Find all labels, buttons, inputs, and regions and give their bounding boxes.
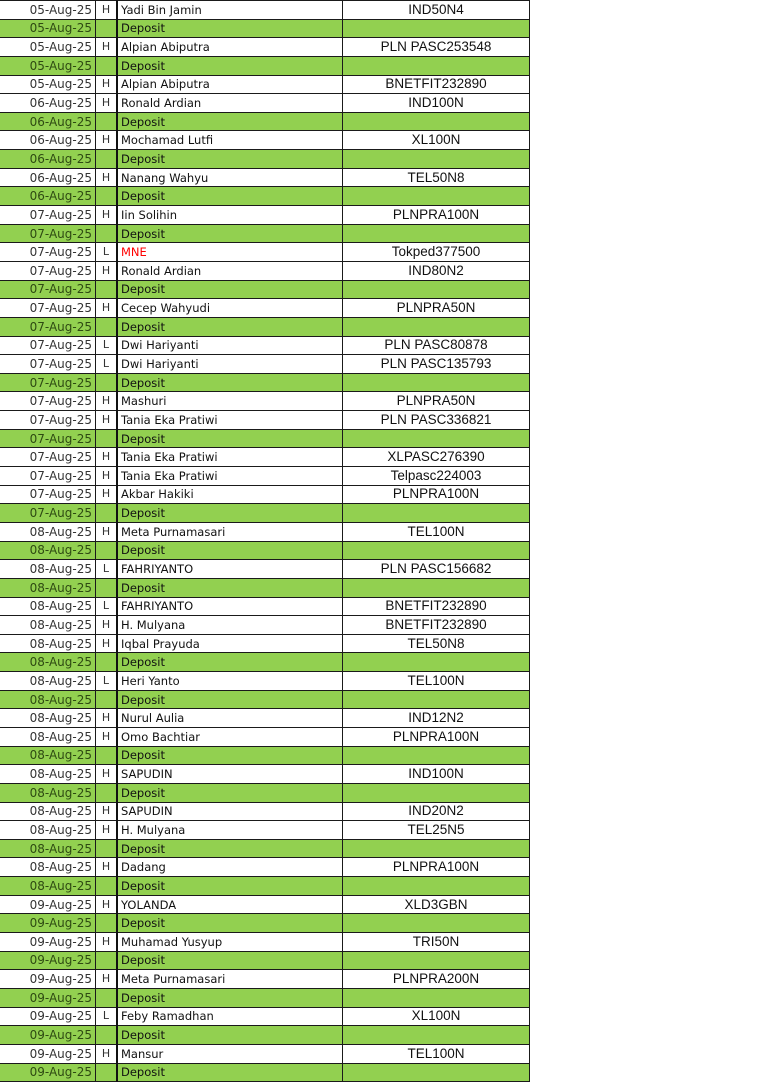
- type-cell[interactable]: L: [96, 336, 118, 355]
- type-cell[interactable]: [96, 877, 118, 896]
- type-cell[interactable]: L: [96, 560, 118, 579]
- name-cell[interactable]: Akbar Hakiki: [117, 485, 343, 504]
- code-cell[interactable]: PLNPRA100N: [343, 206, 530, 225]
- date-cell[interactable]: 08-Aug-25: [0, 727, 96, 746]
- date-cell[interactable]: 07-Aug-25: [0, 224, 96, 243]
- name-cell[interactable]: Deposit: [117, 541, 343, 560]
- deposit-row: [0, 1063, 530, 1082]
- deposit-row: [0, 578, 530, 597]
- type-cell[interactable]: H: [96, 206, 118, 225]
- transaction-row: [0, 970, 530, 989]
- deposit-row: [0, 877, 530, 896]
- date-cell[interactable]: 07-Aug-25: [0, 411, 96, 430]
- date-cell[interactable]: 07-Aug-25: [0, 504, 96, 523]
- code-cell[interactable]: [343, 1063, 530, 1082]
- transaction-row: [0, 467, 530, 486]
- transaction-row: [0, 933, 530, 952]
- name-cell[interactable]: Meta Purnamasari: [117, 522, 343, 541]
- type-cell[interactable]: H: [96, 616, 118, 635]
- code-cell[interactable]: PLNPRA100N: [343, 727, 530, 746]
- name-cell[interactable]: Ronald Ardian: [117, 94, 343, 113]
- code-cell[interactable]: IND12N2: [343, 709, 530, 728]
- deposit-row: [0, 653, 530, 672]
- type-cell[interactable]: H: [96, 261, 118, 280]
- type-cell[interactable]: H: [96, 1, 118, 20]
- date-cell[interactable]: 09-Aug-25: [0, 988, 96, 1007]
- deposit-row: [0, 150, 530, 169]
- type-cell[interactable]: H: [96, 448, 118, 467]
- date-cell[interactable]: 08-Aug-25: [0, 877, 96, 896]
- code-cell[interactable]: PLN PASC80878: [343, 336, 530, 355]
- type-cell[interactable]: [96, 224, 118, 243]
- transaction-row: [0, 392, 530, 411]
- code-cell[interactable]: [343, 988, 530, 1007]
- date-cell[interactable]: 05-Aug-25: [0, 1, 96, 20]
- type-cell[interactable]: [96, 914, 118, 933]
- code-cell[interactable]: TEL100N: [343, 672, 530, 691]
- name-cell[interactable]: Omo Bachtiar: [117, 727, 343, 746]
- code-cell[interactable]: [343, 914, 530, 933]
- name-cell[interactable]: Ronald Ardian: [117, 261, 343, 280]
- date-cell[interactable]: 07-Aug-25: [0, 485, 96, 504]
- type-cell[interactable]: H: [96, 765, 118, 784]
- name-cell[interactable]: Cecep Wahyudi: [117, 299, 343, 318]
- date-cell[interactable]: 07-Aug-25: [0, 355, 96, 374]
- code-cell[interactable]: [343, 951, 530, 970]
- code-cell[interactable]: BNETFIT232890: [343, 616, 530, 635]
- code-cell[interactable]: [343, 1026, 530, 1045]
- date-cell[interactable]: 07-Aug-25: [0, 299, 96, 318]
- deposit-row: [0, 783, 530, 802]
- deposit-row: [0, 429, 530, 448]
- type-cell[interactable]: [96, 541, 118, 560]
- name-cell[interactable]: Deposit: [117, 280, 343, 299]
- transaction-row: [0, 895, 530, 914]
- date-cell[interactable]: 09-Aug-25: [0, 1007, 96, 1026]
- transaction-row: [0, 858, 530, 877]
- name-cell[interactable]: Deposit: [117, 746, 343, 765]
- name-cell[interactable]: Deposit: [117, 988, 343, 1007]
- date-cell[interactable]: 07-Aug-25: [0, 206, 96, 225]
- code-cell[interactable]: PLN PASC135793: [343, 355, 530, 374]
- name-cell[interactable]: Mochamad Lutfi: [117, 131, 343, 150]
- name-cell[interactable]: SAPUDIN: [117, 802, 343, 821]
- date-cell[interactable]: 06-Aug-25: [0, 94, 96, 113]
- name-cell[interactable]: H. Mulyana: [117, 821, 343, 840]
- code-cell[interactable]: [343, 224, 530, 243]
- name-cell[interactable]: Yadi Bin Jamin: [117, 1, 343, 20]
- date-cell[interactable]: 06-Aug-25: [0, 112, 96, 131]
- date-cell[interactable]: 07-Aug-25: [0, 448, 96, 467]
- type-cell[interactable]: H: [96, 895, 118, 914]
- code-cell[interactable]: TEL50N8: [343, 634, 530, 653]
- name-cell[interactable]: Meta Purnamasari: [117, 970, 343, 989]
- date-cell[interactable]: 07-Aug-25: [0, 243, 96, 262]
- deposit-row: [0, 541, 530, 560]
- transaction-row: [0, 206, 530, 225]
- transaction-row: [0, 560, 530, 579]
- name-cell[interactable]: Mansur: [117, 1044, 343, 1063]
- code-cell[interactable]: TEL100N: [343, 1044, 530, 1063]
- code-cell[interactable]: PLNPRA100N: [343, 485, 530, 504]
- date-cell[interactable]: 08-Aug-25: [0, 597, 96, 616]
- date-cell[interactable]: 07-Aug-25: [0, 280, 96, 299]
- name-cell[interactable]: Deposit: [117, 578, 343, 597]
- transaction-row: [0, 1044, 530, 1063]
- type-cell[interactable]: H: [96, 467, 118, 486]
- deposit-row: [0, 951, 530, 970]
- type-cell[interactable]: [96, 19, 118, 38]
- type-cell[interactable]: L: [96, 1007, 118, 1026]
- date-cell[interactable]: 08-Aug-25: [0, 746, 96, 765]
- transaction-row: [0, 616, 530, 635]
- code-cell[interactable]: PLN PASC336821: [343, 411, 530, 430]
- deposit-row: [0, 280, 530, 299]
- code-cell[interactable]: [343, 783, 530, 802]
- date-cell[interactable]: 08-Aug-25: [0, 672, 96, 691]
- transaction-row: [0, 168, 530, 187]
- date-cell[interactable]: 08-Aug-25: [0, 802, 96, 821]
- name-cell[interactable]: Deposit: [117, 783, 343, 802]
- type-cell[interactable]: [96, 317, 118, 336]
- transaction-rows: [0, 1, 530, 1082]
- type-cell[interactable]: [96, 839, 118, 858]
- name-cell[interactable]: Iqbal Prayuda: [117, 634, 343, 653]
- code-cell[interactable]: XLD3GBN: [343, 895, 530, 914]
- name-cell[interactable]: FAHRIYANTO: [117, 597, 343, 616]
- type-cell[interactable]: H: [96, 821, 118, 840]
- type-cell[interactable]: [96, 429, 118, 448]
- type-cell[interactable]: L: [96, 672, 118, 691]
- date-cell[interactable]: 05-Aug-25: [0, 56, 96, 75]
- type-cell[interactable]: H: [96, 392, 118, 411]
- date-cell[interactable]: 08-Aug-25: [0, 765, 96, 784]
- code-cell[interactable]: [343, 56, 530, 75]
- code-cell[interactable]: TEL100N: [343, 522, 530, 541]
- type-cell[interactable]: H: [96, 168, 118, 187]
- code-cell[interactable]: [343, 541, 530, 560]
- date-cell[interactable]: 08-Aug-25: [0, 839, 96, 858]
- transaction-row: [0, 355, 530, 374]
- code-cell[interactable]: [343, 280, 530, 299]
- code-cell[interactable]: [343, 150, 530, 169]
- date-cell[interactable]: 08-Aug-25: [0, 858, 96, 877]
- code-cell[interactable]: PLN PASC253548: [343, 38, 530, 57]
- name-cell[interactable]: Deposit: [117, 150, 343, 169]
- date-cell[interactable]: 08-Aug-25: [0, 616, 96, 635]
- date-cell[interactable]: 07-Aug-25: [0, 373, 96, 392]
- transaction-row: [0, 672, 530, 691]
- date-cell[interactable]: 06-Aug-25: [0, 168, 96, 187]
- code-cell[interactable]: TEL25N5: [343, 821, 530, 840]
- transaction-row: [0, 336, 530, 355]
- name-cell[interactable]: Deposit: [117, 56, 343, 75]
- date-cell[interactable]: 08-Aug-25: [0, 709, 96, 728]
- date-cell[interactable]: 08-Aug-25: [0, 634, 96, 653]
- transaction-row: [0, 709, 530, 728]
- name-cell[interactable]: Mashuri: [117, 392, 343, 411]
- code-cell[interactable]: PLN PASC156682: [343, 560, 530, 579]
- date-cell[interactable]: 06-Aug-25: [0, 131, 96, 150]
- name-cell[interactable]: Dwi Hariyanti: [117, 355, 343, 374]
- transaction-row: [0, 634, 530, 653]
- date-cell[interactable]: 08-Aug-25: [0, 653, 96, 672]
- date-cell[interactable]: 08-Aug-25: [0, 783, 96, 802]
- type-cell[interactable]: L: [96, 355, 118, 374]
- code-cell[interactable]: Telpasc224003: [343, 467, 530, 486]
- name-cell[interactable]: Deposit: [117, 112, 343, 131]
- date-cell[interactable]: 07-Aug-25: [0, 336, 96, 355]
- name-cell[interactable]: Deposit: [117, 914, 343, 933]
- transaction-row: [0, 131, 530, 150]
- deposit-row: [0, 56, 530, 75]
- date-cell[interactable]: 07-Aug-25: [0, 317, 96, 336]
- type-cell[interactable]: H: [96, 94, 118, 113]
- type-cell[interactable]: [96, 578, 118, 597]
- date-cell[interactable]: 09-Aug-25: [0, 951, 96, 970]
- deposit-row: [0, 19, 530, 38]
- code-cell[interactable]: XL100N: [343, 1007, 530, 1026]
- transaction-row: [0, 448, 530, 467]
- date-cell[interactable]: 09-Aug-25: [0, 970, 96, 989]
- date-cell[interactable]: 06-Aug-25: [0, 150, 96, 169]
- code-cell[interactable]: PLNPRA200N: [343, 970, 530, 989]
- code-cell[interactable]: IND20N2: [343, 802, 530, 821]
- date-cell[interactable]: 08-Aug-25: [0, 821, 96, 840]
- type-cell[interactable]: [96, 988, 118, 1007]
- code-cell[interactable]: [343, 429, 530, 448]
- transaction-row: [0, 765, 530, 784]
- name-cell[interactable]: MNE: [117, 243, 343, 262]
- type-cell[interactable]: H: [96, 485, 118, 504]
- code-cell[interactable]: [343, 504, 530, 523]
- name-cell[interactable]: Deposit: [117, 317, 343, 336]
- deposit-row: [0, 839, 530, 858]
- transaction-row: [0, 727, 530, 746]
- type-cell[interactable]: L: [96, 243, 118, 262]
- type-cell[interactable]: H: [96, 38, 118, 57]
- name-cell[interactable]: Tania Eka Pratiwi: [117, 448, 343, 467]
- type-cell[interactable]: [96, 56, 118, 75]
- deposit-row: [0, 746, 530, 765]
- name-cell[interactable]: Deposit: [117, 1026, 343, 1045]
- code-cell[interactable]: PLNPRA50N: [343, 392, 530, 411]
- type-cell[interactable]: H: [96, 75, 118, 94]
- code-cell[interactable]: TEL50N8: [343, 168, 530, 187]
- deposit-row: [0, 317, 530, 336]
- code-cell[interactable]: [343, 317, 530, 336]
- code-cell[interactable]: [343, 187, 530, 206]
- name-cell[interactable]: Deposit: [117, 373, 343, 392]
- code-cell[interactable]: PLNPRA50N: [343, 299, 530, 318]
- type-cell[interactable]: H: [96, 411, 118, 430]
- date-cell[interactable]: 08-Aug-25: [0, 541, 96, 560]
- name-cell[interactable]: Dwi Hariyanti: [117, 336, 343, 355]
- transaction-row: [0, 802, 530, 821]
- code-cell[interactable]: [343, 877, 530, 896]
- code-cell[interactable]: IND50N4: [343, 1, 530, 20]
- type-cell[interactable]: H: [96, 858, 118, 877]
- name-cell[interactable]: Deposit: [117, 951, 343, 970]
- transaction-row: [0, 261, 530, 280]
- transaction-row: [0, 75, 530, 94]
- type-cell[interactable]: H: [96, 131, 118, 150]
- date-cell[interactable]: 08-Aug-25: [0, 690, 96, 709]
- type-cell[interactable]: H: [96, 970, 118, 989]
- date-cell[interactable]: 07-Aug-25: [0, 261, 96, 280]
- code-cell[interactable]: IND100N: [343, 94, 530, 113]
- code-cell[interactable]: IND80N2: [343, 261, 530, 280]
- name-cell[interactable]: Deposit: [117, 690, 343, 709]
- name-cell[interactable]: FAHRIYANTO: [117, 560, 343, 579]
- date-cell[interactable]: 08-Aug-25: [0, 560, 96, 579]
- date-cell[interactable]: 05-Aug-25: [0, 19, 96, 38]
- code-cell[interactable]: [343, 746, 530, 765]
- date-cell[interactable]: 09-Aug-25: [0, 1044, 96, 1063]
- type-cell[interactable]: H: [96, 802, 118, 821]
- type-cell[interactable]: L: [96, 597, 118, 616]
- date-cell[interactable]: 07-Aug-25: [0, 429, 96, 448]
- name-cell[interactable]: Muhamad Yusyup: [117, 933, 343, 952]
- type-cell[interactable]: H: [96, 727, 118, 746]
- type-cell[interactable]: H: [96, 634, 118, 653]
- name-cell[interactable]: Heri Yanto: [117, 672, 343, 691]
- name-cell[interactable]: Deposit: [117, 187, 343, 206]
- type-cell[interactable]: [96, 746, 118, 765]
- deposit-row: [0, 988, 530, 1007]
- type-cell[interactable]: [96, 951, 118, 970]
- name-cell[interactable]: Nanang Wahyu: [117, 168, 343, 187]
- type-cell[interactable]: [96, 1063, 118, 1082]
- type-cell[interactable]: [96, 653, 118, 672]
- deposit-row: [0, 1026, 530, 1045]
- type-cell[interactable]: H: [96, 709, 118, 728]
- transaction-row: [0, 1, 530, 20]
- name-cell[interactable]: Alpian Abiputra: [117, 75, 343, 94]
- deposit-row: [0, 187, 530, 206]
- name-cell[interactable]: Feby Ramadhan: [117, 1007, 343, 1026]
- date-cell[interactable]: 09-Aug-25: [0, 1063, 96, 1082]
- deposit-row: [0, 504, 530, 523]
- date-cell[interactable]: 08-Aug-25: [0, 578, 96, 597]
- type-cell[interactable]: [96, 1026, 118, 1045]
- name-cell[interactable]: Deposit: [117, 877, 343, 896]
- code-cell[interactable]: PLNPRA100N: [343, 858, 530, 877]
- name-cell[interactable]: Dadang: [117, 858, 343, 877]
- transaction-row: [0, 94, 530, 113]
- transaction-row: [0, 597, 530, 616]
- code-cell[interactable]: Tokped377500: [343, 243, 530, 262]
- name-cell[interactable]: Deposit: [117, 653, 343, 672]
- name-cell[interactable]: Nurul Aulia: [117, 709, 343, 728]
- name-cell[interactable]: Alpian Abiputra: [117, 38, 343, 57]
- date-cell[interactable]: 07-Aug-25: [0, 467, 96, 486]
- name-cell[interactable]: H. Mulyana: [117, 616, 343, 635]
- date-cell[interactable]: 08-Aug-25: [0, 522, 96, 541]
- type-cell[interactable]: [96, 504, 118, 523]
- code-cell[interactable]: BNETFIT232890: [343, 597, 530, 616]
- date-cell[interactable]: 09-Aug-25: [0, 1026, 96, 1045]
- date-cell[interactable]: 05-Aug-25: [0, 38, 96, 57]
- date-cell[interactable]: 09-Aug-25: [0, 914, 96, 933]
- code-cell[interactable]: [343, 653, 530, 672]
- transaction-row: [0, 299, 530, 318]
- code-cell[interactable]: XL100N: [343, 131, 530, 150]
- code-cell[interactable]: XLPASC276390: [343, 448, 530, 467]
- type-cell[interactable]: H: [96, 933, 118, 952]
- name-cell[interactable]: SAPUDIN: [117, 765, 343, 784]
- name-cell[interactable]: YOLANDA: [117, 895, 343, 914]
- deposit-row: [0, 373, 530, 392]
- name-cell[interactable]: Deposit: [117, 224, 343, 243]
- date-cell[interactable]: 06-Aug-25: [0, 187, 96, 206]
- type-cell[interactable]: [96, 280, 118, 299]
- name-cell[interactable]: Tania Eka Pratiwi: [117, 467, 343, 486]
- transaction-row: [0, 243, 530, 262]
- name-cell[interactable]: Deposit: [117, 839, 343, 858]
- type-cell[interactable]: H: [96, 522, 118, 541]
- deposit-row: [0, 690, 530, 709]
- deposit-row: [0, 112, 530, 131]
- code-cell[interactable]: [343, 112, 530, 131]
- code-cell[interactable]: BNETFIT232890: [343, 75, 530, 94]
- type-cell[interactable]: [96, 112, 118, 131]
- name-cell[interactable]: Tania Eka Pratiwi: [117, 411, 343, 430]
- code-cell[interactable]: [343, 839, 530, 858]
- transaction-row: [0, 1007, 530, 1026]
- date-cell[interactable]: 09-Aug-25: [0, 895, 96, 914]
- type-cell[interactable]: H: [96, 299, 118, 318]
- deposit-row: [0, 224, 530, 243]
- code-cell[interactable]: [343, 19, 530, 38]
- type-cell[interactable]: [96, 690, 118, 709]
- type-cell[interactable]: [96, 187, 118, 206]
- date-cell[interactable]: 05-Aug-25: [0, 75, 96, 94]
- date-cell[interactable]: 07-Aug-25: [0, 392, 96, 411]
- code-cell[interactable]: [343, 690, 530, 709]
- transaction-row: [0, 411, 530, 430]
- code-cell[interactable]: IND100N: [343, 765, 530, 784]
- name-cell[interactable]: Deposit: [117, 19, 343, 38]
- transaction-row: [0, 485, 530, 504]
- code-cell[interactable]: [343, 578, 530, 597]
- code-cell[interactable]: TRI50N: [343, 933, 530, 952]
- name-cell[interactable]: Iin Solihin: [117, 206, 343, 225]
- transaction-row: [0, 821, 530, 840]
- transaction-row: [0, 522, 530, 541]
- name-cell[interactable]: Deposit: [117, 429, 343, 448]
- deposit-row: [0, 914, 530, 933]
- code-cell[interactable]: [343, 373, 530, 392]
- type-cell[interactable]: [96, 150, 118, 169]
- transaction-row: [0, 38, 530, 57]
- type-cell[interactable]: [96, 783, 118, 802]
- name-cell[interactable]: Deposit: [117, 504, 343, 523]
- date-cell[interactable]: 09-Aug-25: [0, 933, 96, 952]
- name-cell[interactable]: Deposit: [117, 1063, 343, 1082]
- type-cell[interactable]: H: [96, 1044, 118, 1063]
- type-cell[interactable]: [96, 373, 118, 392]
